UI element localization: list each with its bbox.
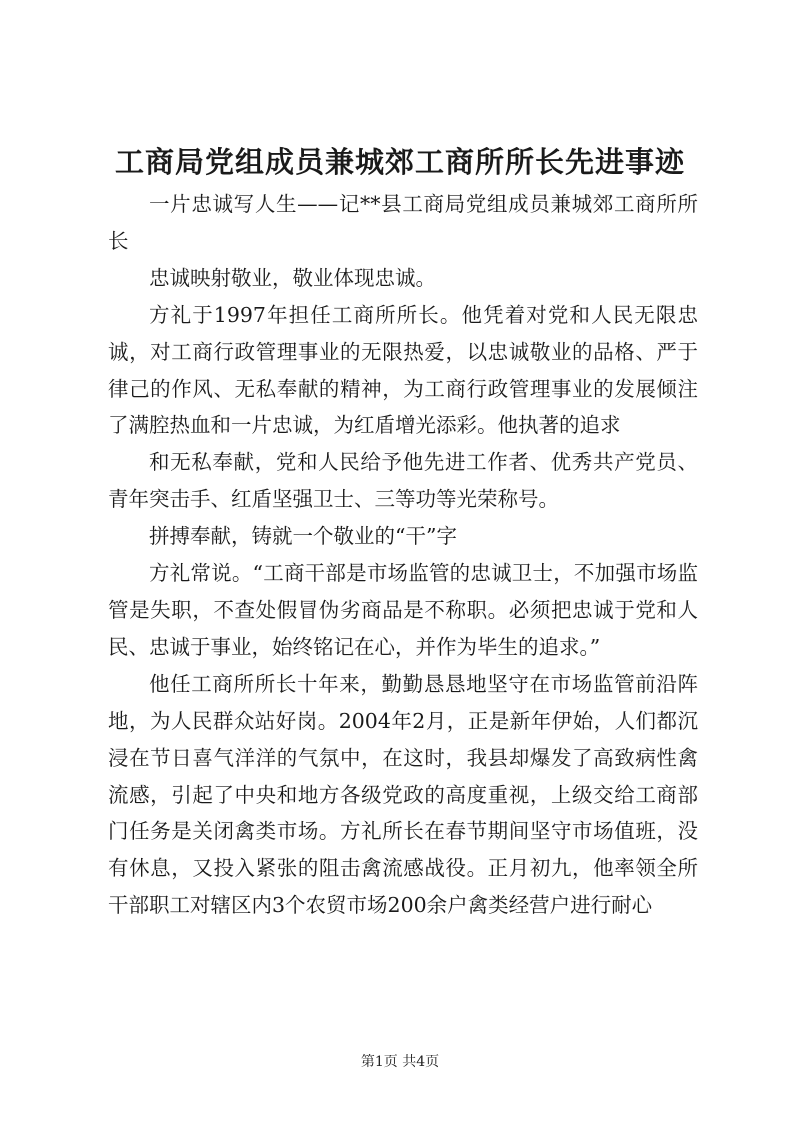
- document-body: [108, 186, 698, 924]
- page-footer: 第1页 共4页: [360, 1054, 440, 1070]
- paragraph: 忠诚映射敬业，敬业体现忠诚。: [149, 265, 436, 290]
- section-heading: 拼搏奉献，铸就一个敬业的“干”字: [149, 524, 457, 549]
- paragraph: 方礼于1997年担任工商所所长。他凭着对党和人民无限忠诚，对工商行政管理事业的无限热爱，以忠诚敬业的品格、严于律己的作风、无私奉献的精神，为工商行政管理事业的发展倾注了满腔热血和一片忠诚，为红盾增光添彩。他执著的追求: [108, 302, 698, 438]
- paragraph-subtitle: 一片忠诚写人生——记**县工商局党组成员兼城郊工商所所长: [108, 192, 698, 253]
- paragraph: 他任工商所所长十年来，勤勤恳恳地坚守在市场监管前沿阵地，为人民群众站好岗。2004年2月，正是新年伊始，人们都沉浸在节日喜气洋洋的气氛中，在这时，我县却爆发了高致病性禽流感，引起了中央和地方各级党政的高度重视，上级交给工商部门任务是关闭禽类市场。方礼所长在春节期间坚守市场值班，没有休息，又投入紧张的阻击禽流感战役。正月初九，他率领全所干部职工对辖区内3个农贸市场200余户禽类经营户进行耐心: [108, 671, 698, 918]
- paragraph: 方礼常说。“工商干部是市场监管的忠诚卫士，不加强市场监管是失职，不查处假冒伪劣商品是不称职。必须把忠诚于党和人民、忠诚于事业，始终铭记在心，并作为毕生的追求。”: [108, 561, 698, 659]
- paragraph: 和无私奉献，党和人民给予他先进工作者、优秀共产党员、青年突击手、红盾坚强卫士、三等功等光荣称号。: [108, 450, 698, 512]
- page-title: 工商局党组成员兼城郊工商所所长先进事迹: [114, 145, 685, 179]
